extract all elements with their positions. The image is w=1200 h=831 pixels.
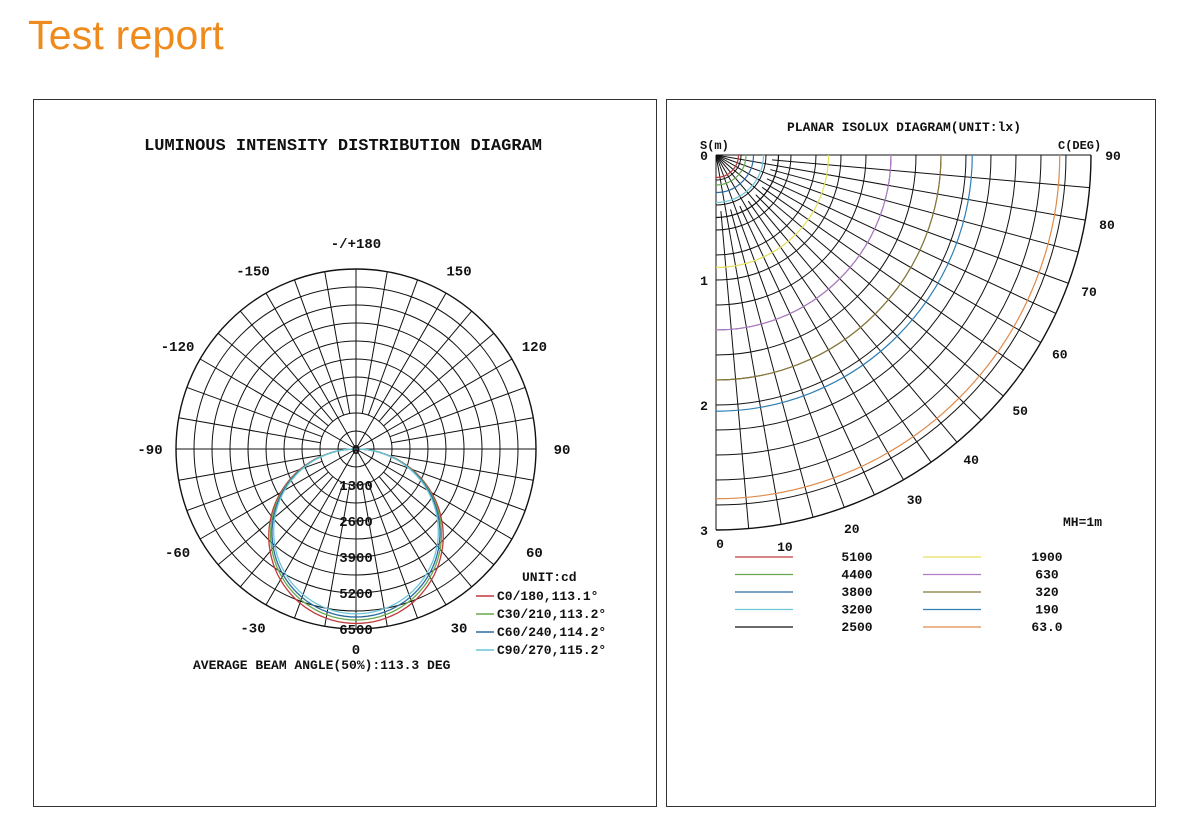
polar-grid-spoke [362,272,387,414]
polar-radial-label: 5200 [339,587,373,603]
isolux-legend-value: 320 [1035,585,1059,600]
isolux-s-tick: 0 [700,149,708,164]
isolux-x-tick: 0 [716,537,724,552]
polar-angle-label: 150 [446,264,472,281]
isolux-angle-tick: 20 [843,522,860,538]
polar-legend-label: C30/210,113.2° [497,607,607,622]
angle-axis-label: C(DEG) [1058,139,1102,153]
isolux-angle-tick: 30 [906,492,923,508]
polar-legend-label: C0/180,113.1° [497,589,599,604]
unit-label: UNIT:cd [522,570,577,585]
polar-grid-spoke [379,477,472,587]
polar-grid-spoke [294,280,343,415]
polar-legend-label: C60/240,114.2° [497,625,607,640]
beam-angle-footer: AVERAGE BEAM ANGLE(50%):113.3 DEG [193,658,451,673]
polar-diagram-panel [33,99,657,807]
polar-grid-spoke [179,418,321,443]
polar-grid-spoke [390,387,525,436]
polar-grid-spoke [379,311,472,421]
polar-radial-label: 3900 [339,551,373,567]
polar-grid-spoke [240,311,333,421]
isolux-angle-tick: 10 [777,539,793,555]
isolux-angle-tick: 70 [1081,284,1097,300]
y-axis-label: S(m) [700,139,729,153]
polar-grid-spoke [391,418,533,443]
polar-chart [34,100,656,806]
polar-angle-label: -120 [160,340,195,356]
isolux-s-tick: 1 [700,274,708,289]
polar-angle-label: 30 [450,621,468,638]
polar-grid-spoke [187,387,322,436]
polar-angle-label: -60 [164,546,191,562]
isolux-legend-value: 3800 [841,585,873,600]
isolux-legend-value: 630 [1035,567,1059,583]
isolux-angle-tick: 50 [1012,404,1028,420]
polar-radial-label: 6500 [339,623,373,639]
polar-angle-label: 0 [351,643,361,659]
isolux-chart [667,100,1155,806]
polar-angle-label: 60 [525,546,543,562]
isolux-angle-tick: 80 [1099,217,1115,233]
isolux-s-tick: 3 [700,524,708,539]
polar-radial-label: 2600 [339,515,373,531]
isolux-angle-tick: 90 [1105,149,1121,164]
polar-grid-spoke [179,455,321,480]
isolux-angle-tick: 60 [1052,347,1068,363]
polar-grid-spoke [218,333,328,426]
isolux-grid-spoke [721,211,749,529]
isolux-legend-value: 190 [1035,602,1059,618]
polar-title: LUMINOUS INTENSITY DISTRIBUTION DIAGRAM [144,137,542,156]
polar-legend-label: C90/270,115.2° [497,643,607,658]
polar-grid-spoke [325,272,350,414]
polar-angle-label: -30 [240,621,266,638]
isolux-angle-tick: 40 [963,453,979,469]
polar-angle-label: -150 [236,264,270,281]
isolux-legend-value: 1900 [1031,550,1063,565]
polar-angle-label: -90 [137,443,163,459]
isolux-diagram-panel [666,99,1156,807]
polar-radial-label: 0 [351,443,361,459]
isolux-s-tick: 2 [700,399,708,414]
polar-grid-spoke [240,477,333,587]
isolux-legend-value: 4400 [841,567,873,583]
polar-angle-label: 90 [553,443,571,459]
isolux-grid-spoke [772,160,1090,188]
mh-label: MH=1m [1063,515,1103,530]
isolux-legend-value: 63.0 [1031,620,1063,635]
isolux-title: PLANAR ISOLUX DIAGRAM(UNIT:lx) [786,120,1022,135]
polar-grid-spoke [391,455,533,480]
polar-grid-spoke [368,280,417,415]
isolux-legend-value: 5100 [841,550,873,565]
polar-angle-label: -/+180 [330,237,382,253]
isolux-legend-value: 3200 [841,602,873,618]
polar-radial-label: 1300 [339,479,373,495]
polar-grid-spoke [384,333,494,426]
polar-angle-label: 120 [521,340,548,356]
isolux-legend-value: 2500 [841,620,873,635]
page-title: Test report [28,12,224,58]
isolux-grid-spoke [756,195,981,420]
